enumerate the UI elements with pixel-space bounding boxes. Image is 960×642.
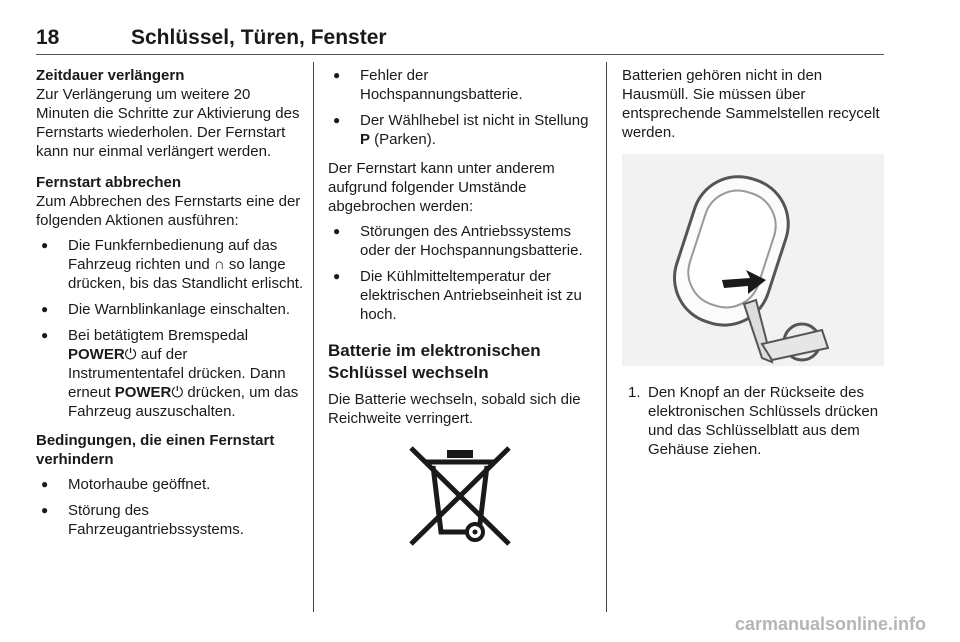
paragraph-recycling: Batterien gehören nicht in den Hausmüll. Sie müssen über entsprechende Sammelstellen recycelt werden. [622, 67, 880, 141]
crossed-out-bin-icon [405, 444, 515, 549]
column-divider-2 [606, 62, 607, 612]
column-3 [622, 66, 886, 459]
column-divider-1 [313, 62, 314, 612]
list-item: ● Störungen des Antriebssystems oder der Hochspannungsbatterie. [328, 222, 592, 260]
list-item: ● Störung des Fahrzeugantriebssystems. [36, 501, 306, 539]
waste-bin-figure [328, 444, 592, 554]
heading-battery-change: Batterie im elektronischen Schlüssel wechseln [328, 341, 541, 382]
conditions-list [36, 475, 306, 539]
column-1 [36, 66, 306, 549]
cancel-actions-list [36, 236, 306, 421]
power-icon: ⏻ [124, 346, 137, 363]
paragraph-extend: Zur Verlängerung um weitere 20 Minuten die Schritte zur Aktivierung des Fernstarts wiederholen. Der Fernstart kann nur einmal verlängert werden. [36, 86, 300, 160]
page-number: 18 [36, 26, 60, 49]
power-icon: ⏻ [171, 384, 184, 401]
heading-conditions: Bedingungen, die einen Fernstart verhindern [36, 432, 275, 468]
page-header [36, 26, 884, 55]
steps-list [622, 383, 886, 459]
remote-start-icon: ∩ [213, 256, 225, 273]
list-item: ● Fehler der Hochspannungsbatterie. [328, 66, 592, 104]
paragraph-battery-change: Die Batterie wechseln, sobald sich die Reichweite verringert. [328, 391, 581, 427]
paragraph-cancel: Zum Abbrechen des Fernstarts eine der folgenden Aktionen ausführen: [36, 193, 301, 229]
heading-extend-duration: Zeitdauer verlängern [36, 67, 185, 84]
list-item: ● Die Funkfernbedienung auf das Fahrzeug richten und ∩ so lange drücken, bis das Standlicht erlischt. [36, 236, 306, 293]
column-2 [328, 66, 592, 554]
page-title: Schlüssel, Türen, Fenster [131, 26, 387, 49]
list-item: ● Der Wählhebel ist nicht in Stellung P (Parken). [328, 111, 592, 149]
list-item: 1. Den Knopf an der Rückseite des elektronischen Schlüssels drücken und das Schlüsselblatt aus dem Gehäuse ziehen. [628, 384, 879, 458]
key-fob-illustration [622, 154, 884, 366]
abort-reasons-list [328, 222, 592, 324]
paragraph-abort-reasons: Der Fernstart kann unter anderem aufgrund folgender Umstände abgebrochen werden: [328, 160, 555, 215]
list-item: ● Die Kühlmitteltemperatur der elektrischen Antriebseinheit ist zu hoch. [328, 267, 592, 324]
conditions-list-continued [328, 66, 592, 149]
watermark: carmanualsonline.info [734, 614, 926, 634]
list-item: ● Motorhaube geöffnet. [36, 475, 306, 494]
heading-cancel-remote-start: Fernstart abbrechen [36, 174, 182, 191]
key-fob-figure [622, 154, 886, 371]
list-item: ● Bei betätigtem Bremspedal POWER⏻ auf der Instrumententafel drücken. Dann erneut POWER⏻ drücken, um das Fahrzeug auszuschalten. [36, 326, 306, 421]
list-item: ● Die Warnblinkanlage einschalten. [36, 300, 306, 319]
